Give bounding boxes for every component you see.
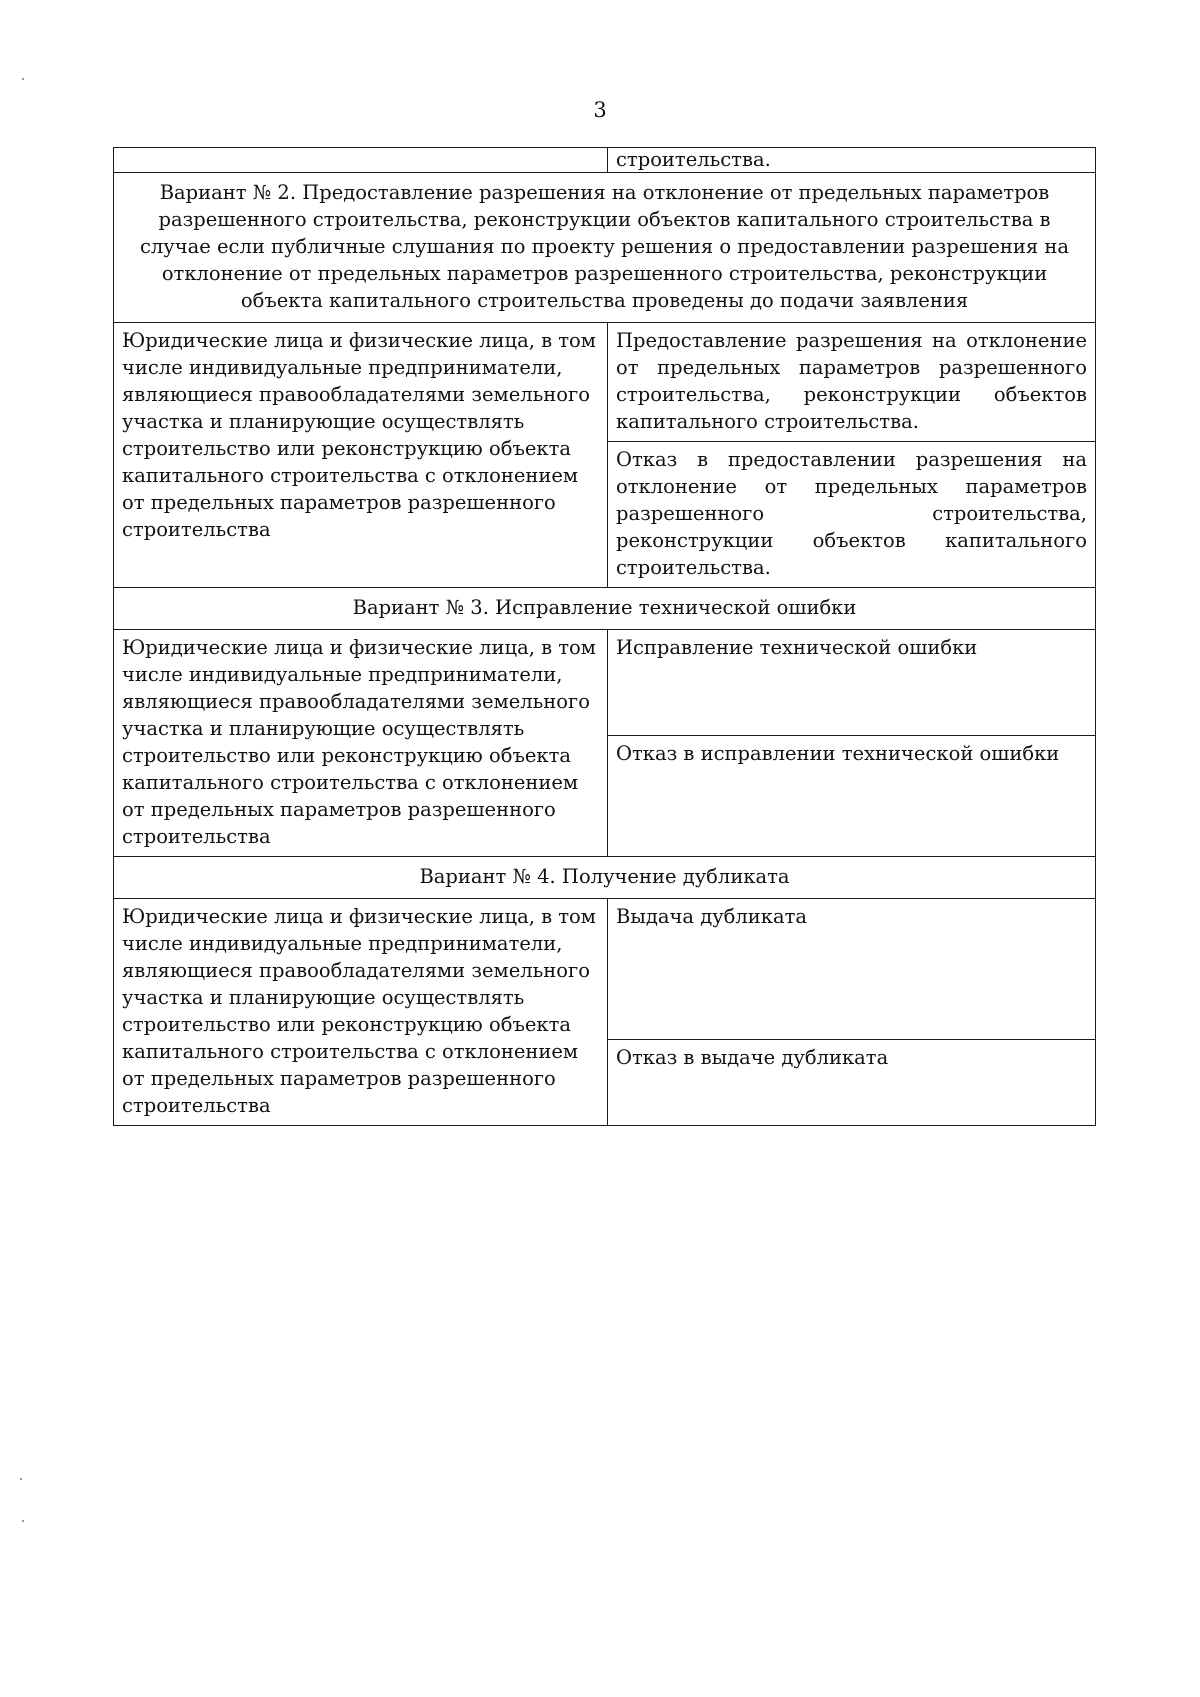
variant-4-result-negative: Отказ в выдаче дубликата <box>608 1040 1096 1126</box>
variant-4-result-positive: Выдача дубликата <box>608 899 1096 1040</box>
table-row <box>114 630 1096 736</box>
variant-2-applicants-cell: Юридические лица и физические лица, в том числе индивидуальные предприниматели, являющиеся правообладателями земельного участка и планирующие осуществлять строительство или реконструкцию объекта капитального строительства с отклонением от предельных параметров разрешенного строительства <box>114 323 608 588</box>
variant-4-header: Вариант № 4. Получение дубликата <box>114 857 1096 899</box>
table-row <box>114 173 1096 323</box>
variant-4-applicants-cell: Юридические лица и физические лица, в том числе индивидуальные предприниматели, являющиеся правообладателями земельного участка и планирующие осуществлять строительство или реконструкцию объекта капитального строительства с отклонением от предельных параметров разрешенного строительства <box>114 899 608 1126</box>
variant-2-result-positive: Предоставление разрешения на отклонение от предельных параметров разрешенного строительства, реконструкции объектов капитального строительства. <box>608 323 1096 442</box>
variant-2-header: Вариант № 2. Предоставление разрешения на отклонение от предельных параметров разрешенного строительства, реконструкции объектов капитального строительства в случае если публичные слушания по проекту решения о предоставлении разрешения на отклонение от предельных параметров разрешенного строительства, реконструкции объекта капитального строительства проведены до подачи заявления <box>114 173 1096 323</box>
table-row <box>114 148 1096 173</box>
variant-3-applicants-cell: Юридические лица и физические лица, в том числе индивидуальные предприниматели, являющиеся правообладателями земельного участка и планирующие осуществлять строительство или реконструкцию объекта капитального строительства с отклонением от предельных параметров разрешенного строительства <box>114 630 608 857</box>
table-row <box>114 323 1096 442</box>
scan-speck <box>22 1520 24 1522</box>
variant-3-result-positive: Исправление технической ошибки <box>608 630 1096 736</box>
scan-speck <box>22 78 24 80</box>
continuation-left-cell <box>114 148 608 173</box>
table-row <box>114 588 1096 630</box>
variant-2-result-negative: Отказ в предоставлении разрешения на отклонение от предельных параметров разрешенного строительства, реконструкции объектов капитального строительства. <box>608 442 1096 588</box>
variant-3-header: Вариант № 3. Исправление технической ошибки <box>114 588 1096 630</box>
table-row <box>114 857 1096 899</box>
variant-3-result-negative: Отказ в исправлении технической ошибки <box>608 736 1096 857</box>
scan-speck <box>20 1478 22 1480</box>
table-row <box>114 899 1096 1040</box>
page-number: 3 <box>593 98 607 122</box>
services-variants-table <box>113 147 1096 1126</box>
continuation-right-cell: строительства. <box>608 148 1096 173</box>
